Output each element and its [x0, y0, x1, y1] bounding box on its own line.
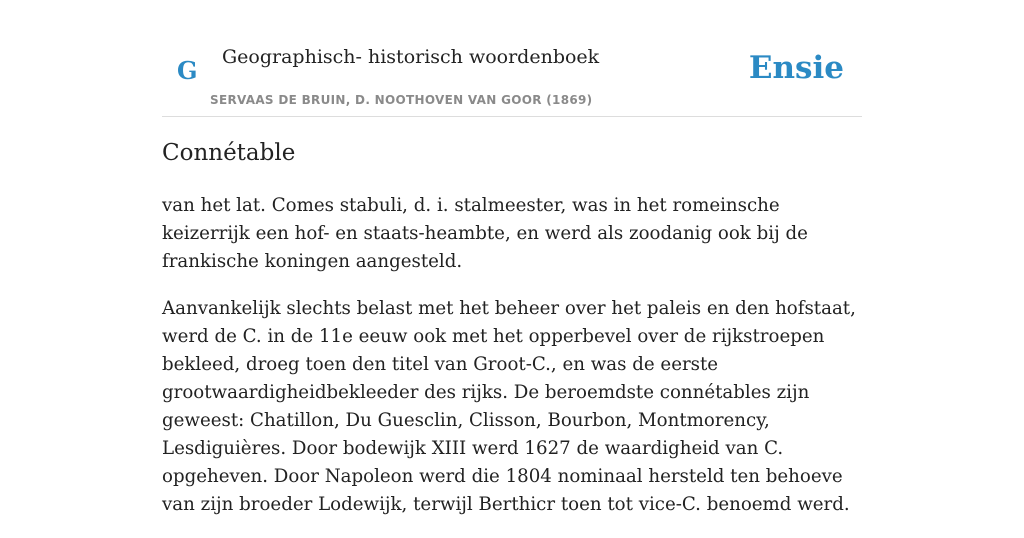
- source-badge[interactable]: G: [177, 56, 198, 85]
- book-title-link[interactable]: Geographisch- historisch woordenboek: [222, 46, 600, 68]
- entry-paragraph: Aanvankelijk slechts belast met het beheer over het paleis en den hofstaat, werd de C. in de 11e eeuw ook met het opperbevel over de rijkstroepen bekleed, droeg toen den titel van Groot-C., en was de eerste grootwaardigheidbekleeder des rijks. De beroemdste connétables zijn geweest: Chatillon, Du Guesclin, Clisson, Bourbon, Montmorency, Lesdiguières. Door bodewijk XIII werd 1627 de waardigheid van C. opgeheven. Door Napoleon werd die 1804 nominaal hersteld ten behoeve van zijn broeder Lodewijk, terwijl Berthicr toen tot vice-C. benoemd werd.: [162, 298, 856, 515]
- entry-title: Connétable: [162, 140, 296, 166]
- brand-logo-link[interactable]: Ensie: [748, 50, 844, 86]
- source-header: [162, 0, 862, 117]
- entry-content: [162, 192, 862, 538]
- book-authors: SERVAAS DE BRUIN, D. NOOTHOVEN VAN GOOR (1869): [210, 93, 593, 107]
- entry-paragraph: van het lat. Comes stabuli, d. i. stalmeester, was in het romeinsche keizerrijk een hof- en staats-heambte, en werd als zoodanig ook bij de frankische koningen aangesteld.: [162, 195, 808, 272]
